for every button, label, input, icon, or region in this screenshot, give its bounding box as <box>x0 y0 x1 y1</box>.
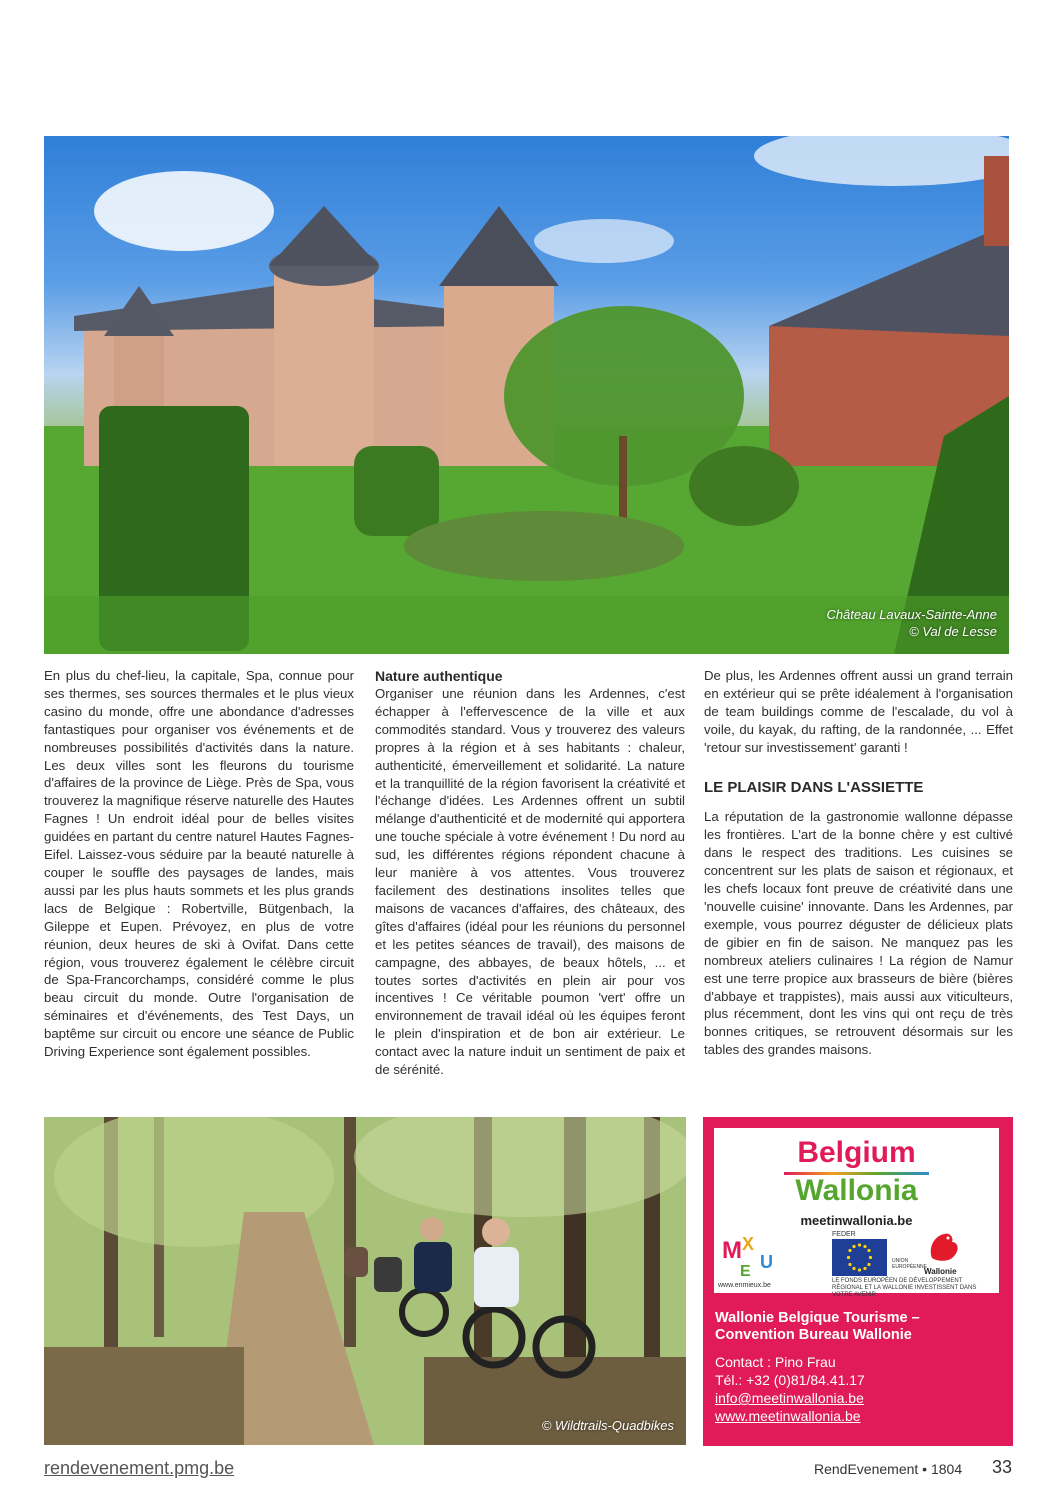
svg-text:M: M <box>722 1237 742 1264</box>
contact-title <box>715 1310 920 1344</box>
feder-label: FEDER <box>832 1231 856 1238</box>
contact-title-line1: Wallonie Belgique Tourisme – <box>715 1310 920 1326</box>
col3-paragraph-2: La réputation de la gastronomie wallonne dépasse les frontières. L'art de la bonne chère y est cultivé dans le respect des traditions. Les cuisines se concentrent sur les plats de saison et régionaux, et les chefs locaux font preuve de créativité dans une 'nouvelle cuisine' innovante. Dans les Ardennes, par exemple, vous pourrez déguster de délicieux plats de gibier en fin de saison. Ne manquez pas les nombreux ateliers culinaires ! La région de Namur est une terre propice aux brasseurs de bière (bières d'abbaye et trappistes), mais aussi aux viticulteurs, plus récemment, dont les vins qui ont reçu de très bonnes critiques, se retrouvent désormais sur les tables des grandes maisons. <box>704 809 1013 1058</box>
wallonie-label: Wallonie <box>924 1267 957 1276</box>
eu-label: UNION EUROPÉENNE <box>892 1258 928 1270</box>
chateau-illustration <box>44 136 1009 654</box>
wallonia-rooster-icon <box>924 1228 964 1266</box>
svg-text:E: E <box>740 1263 751 1280</box>
quadbike-photo <box>44 1117 686 1445</box>
caption-title: Château Lavaux-Sainte-Anne <box>826 607 997 622</box>
svg-text:X: X <box>742 1234 755 1254</box>
page-number: 33 <box>992 1457 1013 1477</box>
caption-credit: © Val de Lesse <box>909 624 997 639</box>
column-2 <box>375 667 685 1079</box>
column-1 <box>44 667 354 1061</box>
logo-belgium-text: Belgium <box>797 1136 916 1169</box>
chateau-photo <box>44 136 1009 654</box>
enmieux-logo-icon <box>720 1228 780 1280</box>
contact-person: Contact : Pino Frau <box>715 1354 836 1370</box>
feder-fund-text: LE FONDS EUROPÉEN DE DÉVELOPPEMENT RÉGIONAL ET LA WALLONIE INVESTISSENT DANS VOTRE AVENIR <box>832 1278 977 1298</box>
forest-illustration <box>44 1117 686 1445</box>
svg-text:U: U <box>760 1252 773 1272</box>
nature-heading: Nature authentique <box>375 668 503 684</box>
contact-phone: Tél.: +32 (0)81/84.41.17 <box>715 1372 865 1388</box>
col3-paragraph-1: De plus, les Ardennes offrent aussi un grand terrain en extérieur qui se prête idéalement à l'organisation de team buildings comme de l'escalade, du vol à voile, du kayak, du rafting, de la randonnée, ... Effet 'retour sur investissement' garanti ! <box>704 668 1013 755</box>
column-3 <box>704 667 1013 1059</box>
contact-box <box>703 1117 1013 1446</box>
contact-title-line2: Convention Bureau Wallonie <box>715 1327 912 1343</box>
logo-url: meetinwallonia.be <box>800 1213 913 1228</box>
col2-paragraph: Organiser une réunion dans les Ardennes, c'est échapper à l'effervescence de la ville et aux commodités standard. Vous y trouverez des valeurs propres à la région et à ses habitants : chaleur, authenticité, émerveillement et solidarité. La nature et la tranquillité de la région favorisent la créativité et l'échange d'idées. Les Ardennes offrent un subtil mélange d'authenticité et de modernité qui apportera une touche spéciale à votre événement ! Du nord au sud, les différentes régions répondent chacune à leur manière à vos attentes. Vous trouverez facilement des destinations insolites telles que maisons de vacances d'affaires, des châteaux, des gîtes d'affaires (idéal pour les réunions du personnel et les petites séances de travail), des maisons de campagne, des abbayes, de beaux hôtels, ... et toutes sortes d'activités en plein air pour vos incentives ! Ce véritable poumon 'vert' offre un environnement de travail idéal où les équipes feront le plein d'inspiration et de bon air extérieur. Le contact avec la nature induit un sentiment de paix et de sérénité. <box>375 686 685 1078</box>
contact-website-link[interactable]: www.meetinwallonia.be <box>715 1408 861 1424</box>
eu-flag-icon <box>832 1239 887 1276</box>
belgium-wallonia-logo <box>714 1128 999 1298</box>
gastronomy-heading: LE PLAISIR DANS L'ASSIETTE <box>704 778 924 796</box>
enmieux-url: www.enmieux.be <box>718 1282 771 1289</box>
footer-magazine-issue: RendEvenement • 1804 <box>814 1461 963 1477</box>
col1-paragraph: En plus du chef-lieu, la capitale, Spa, connue pour ses thermes, ses sources thermales et le plus vieux casino du monde, offre une abondance d'adresses fantastiques pour organiser vos événements et de nombreuses possibilités d'activités dans la nature. Les deux villes sont les fleurons du tourisme d'affaires de la province de Liège. Près de Spa, vous trouverez la magnifique réserve naturelle des Hautes Fagnes ! Un endroit idéal pour de belles visites guidées en partant du centre naturel Hautes Fagnes-Eifel. Laissez-vous séduire par la beauté naturelle à couper le souffle des paysages de landes, mais aussi par les plus hauts sommets et les plus grands lacs de Belgique : Robertville, Bütgenbach, la Gileppe et Eupen. Prévoyez, en plus de votre réunion, deux heures de ski à Ovifat. Dans cette région, vous trouverez également le célèbre circuit de Spa-Francorchamps, considéré comme le plus beau circuit du monde. Outre l'organisation de séminaires et d'événements, des Test Days, un baptême sur circuit ou encore une séance de Public Driving Experience sont également possibles. <box>44 668 354 1060</box>
contact-email-link[interactable]: info@meetinwallonia.be <box>715 1390 864 1406</box>
footer-website-link[interactable]: rendevenement.pmg.be <box>44 1458 235 1478</box>
logo-wallonia-text: Wallonia <box>795 1174 918 1207</box>
quadbike-caption: © Wildtrails-Quadbikes <box>541 1418 674 1433</box>
chateau-caption <box>744 606 997 640</box>
